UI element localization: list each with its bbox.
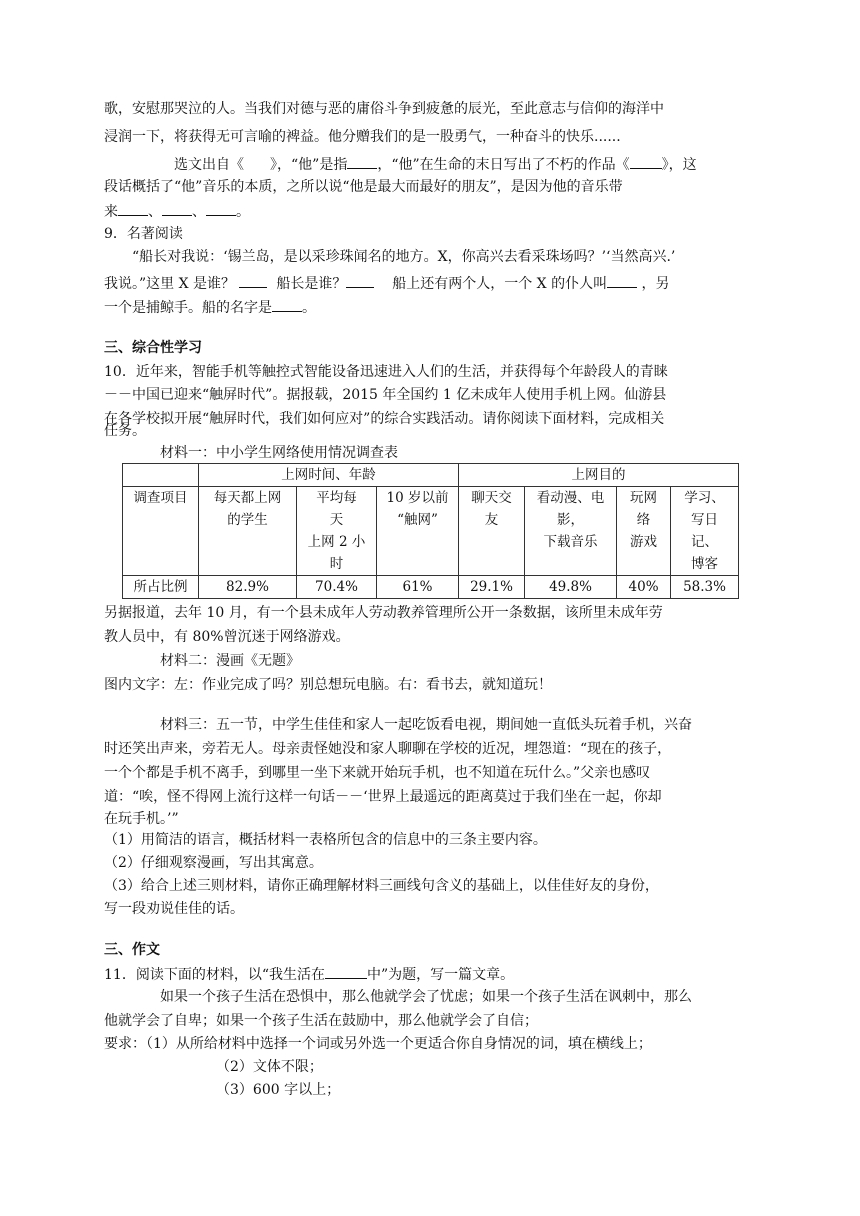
header-line: 博客 [691,556,719,572]
q9-text: ，另 [641,276,670,292]
material-1-title: 材料一：中小学生网络使用情况调查表 [160,445,398,461]
header-line: 玩网 [630,490,658,506]
q10-line-1: 10．近年来，智能手机等触控式智能设备迅速进入人们的生活，并获得每个年龄段人的青睐 [104,364,668,380]
material-3-line-1: 材料三：五一节，中学生佳佳和家人一起吃饭看电视，期间她一直低头玩着手机，兴奋 [160,717,692,733]
answer-blank [162,199,192,216]
header-line: 时 [329,556,344,572]
answer-blank [272,295,302,312]
q10-line-4: 任务。 [104,423,146,439]
q8-text: 选文出自《 [174,157,244,173]
table-cell: 49.8% [525,576,617,599]
row-label: 调查项目 [123,487,199,576]
row-label: 所占比例 [123,576,199,599]
header-line: 天 [329,512,344,528]
column-header [297,487,377,576]
header-line: 上网 2 小 [307,534,366,550]
task-2: （2）仔细观察漫画，写出其寓意。 [104,855,323,871]
q11-line [104,962,514,986]
period: 。 [236,204,250,220]
q9-line-1: “船长对我说：‘锡兰岛，是以采珍珠闻名的地方。X，你高兴去看采珠场吗？’‘当然高兴.’ [132,249,676,265]
answer-blank [607,271,637,288]
answer-blank [347,152,377,169]
column-header [671,487,739,576]
header-line: 游戏 [630,534,658,550]
header-line: 聊天交 [471,490,512,506]
column-header [377,487,459,576]
q8-line-5 [104,199,250,223]
task-3-line-2: 写一段劝说佳佳的话。 [104,901,244,917]
table-cell: 58.3% [671,576,739,599]
requirement-3: （3）600 字以上； [216,1082,341,1098]
material-2-text: 图内文字：左：作业完成了吗？别总想玩电脑。右：看书去，就知道玩！ [104,677,552,693]
material-3-line-2: 时还笑出声来，旁若无人。母亲责怪她没和家人聊聊在学校的近况，埋怨道：“现在的孩子， [104,741,672,757]
answer-blank [206,199,236,216]
separator: 、 [192,204,206,220]
q9-text: 。 [302,300,316,316]
answer-blank [118,199,148,216]
column-header [459,487,525,576]
table-header-row [123,487,739,576]
table-row [123,576,739,599]
q9-text: 我说。”这里 X 是谁？ [104,276,236,292]
material-3-line-4: 道：“唉，怪不得网上流行这样一句话－－‘世界上最遥远的距离莫过于我们坐在一起，你却 [104,789,662,805]
q9-text: 船长是谁？ [276,276,347,292]
task-3-line-1: （3）给合上述三则材料，请你正确理解材料三画线句含义的基础上，以佳佳好友的身份， [104,878,659,894]
table-cell: 40% [617,576,671,599]
q8-text: ，“他”在生命的末日写出了不朽的作品《 [377,157,630,173]
header-line: 平均每 [316,490,357,506]
task-1: （1）用简洁的语言，概括材料一表格所包含的信息中的三条主要内容。 [104,832,547,848]
header-line: 下载音乐 [543,534,598,550]
q11-text: 中”为题，写一篇文章。 [366,967,515,983]
header-line: 的学生 [227,512,268,528]
column-header [617,487,671,576]
material-3-line-3: 一个个都是手机不离手，到哪里一坐下来就开始玩手机，也不知道在玩什么。”父亲也感叹 [104,765,651,781]
q8-text: 》，这 [661,157,697,173]
q8-line-4: 段话概括了“他”音乐的本质，之所以说“他是最大而最好的朋友”，是因为他的音乐带 [104,179,623,195]
header-line: “触网” [397,512,438,528]
q8-line-3 [174,152,697,176]
column-header [199,487,297,576]
header-line: 每天都上网 [213,490,282,506]
table-cell: 61% [377,576,459,599]
q8-line-1: 歌，安慰那哭泣的人。当我们对德与恶的庸俗斗争到疲惫的辰光，至此意志与信仰的海洋中 [104,101,664,117]
q9-text: 一个是捕鲸手。船的名字是 [104,300,272,316]
header-line: 友 [484,512,499,528]
q9-text: 船上还有两个人，一个 X 的仆人叫 [392,276,608,292]
section-heading: 三、作文 [104,942,160,958]
table-cell [123,464,199,487]
separator: 、 [148,204,162,220]
material-2-title: 材料二：漫画《无题》 [160,653,300,669]
answer-blank [346,271,374,288]
q9-line-3 [104,295,316,319]
q9-title: 9．名著阅读 [104,226,183,242]
header-line: 记、 [691,534,719,550]
q10-line-2: －－中国已迎来“触屏时代”。据报载，2015 年全国约 1 亿未成年人使用手机上网。仙游县 [104,387,667,403]
requirement-1: 要求：（1）从所给材料中选择一个词或另外选一个更适合你自身情况的词，填在横线上； [104,1036,652,1052]
answer-blank [630,152,662,169]
q11-para-line-2: 他就学会了自卑；如果一个孩子生活在鼓励中，那么他就学会了自信； [104,1013,538,1029]
report-line-2: 教人员中，有 80%曾沉迷于网络游戏。 [104,629,350,645]
material-3-line-5: 在玩手机。’” [104,811,179,827]
answer-blank [325,962,367,979]
group-header-time-age: 上网时间、年龄 [199,464,459,487]
survey-table [122,463,739,599]
answer-blank [239,271,267,288]
column-header [525,487,617,576]
table-group-row [123,464,739,487]
q11-text: 11．阅读下面的材料，以“我生活在 [104,967,325,983]
q8-text: 来 [104,204,118,220]
header-line: 看动漫、电 [536,490,605,506]
header-line: 学习、 [684,490,725,506]
q11-para-line-1: 如果一个孩子生活在恐惧中，那么他就学会了忧虑；如果一个孩子生活在讽刺中，那么 [160,989,692,1005]
q8-line-2: 浸润一下，将获得无可言喻的裨益。他分赠我们的是一股勇气，一种奋斗的快乐...... [104,129,621,145]
header-line: 络 [636,512,651,528]
group-header-purpose: 上网目的 [459,464,739,487]
header-line: 写日 [691,512,719,528]
table-cell: 29.1% [459,576,525,599]
q9-line-2 [104,271,670,295]
table-cell: 82.9% [199,576,297,599]
table-cell: 70.4% [297,576,377,599]
header-line: 10 岁以前 [386,490,449,506]
section-heading: 三、综合性学习 [104,340,202,356]
report-line-1: 另据报道，去年 10 月，有一个县未成年人劳动教养管理所公开一条数据，该所里未成年劳 [104,605,663,621]
q8-text: 》，“他”是指 [270,157,348,173]
q10-line-3: 在各学校拟开展“触屏时代，我们如何应对”的综合实践活动。请你阅读下面材料，完成相关 [104,411,665,427]
requirement-2: （2）文体不限； [216,1059,323,1075]
header-line: 影， [557,512,585,528]
